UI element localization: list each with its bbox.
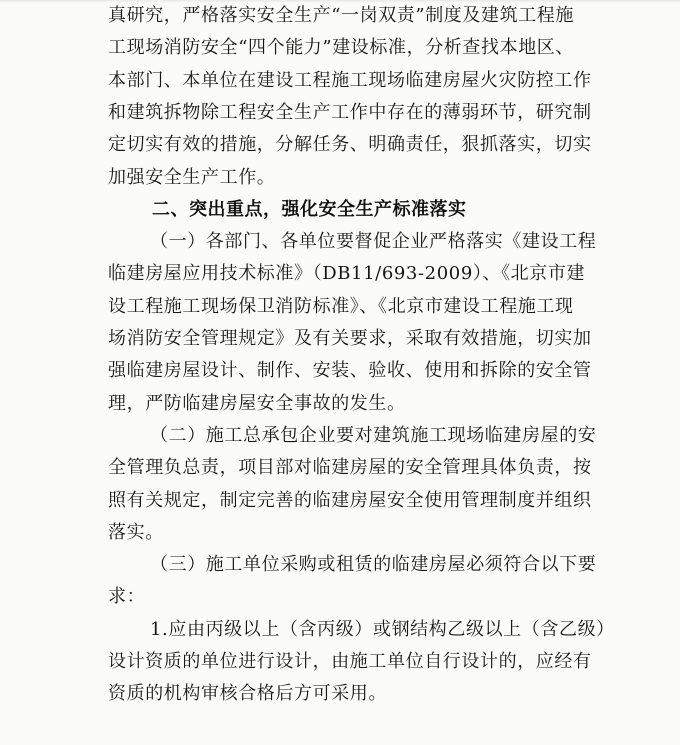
body-text-line: 强临建房屋设计、制作、安装、验收、使用和拆除的安全管 — [108, 360, 592, 381]
body-text-line: 求： — [108, 586, 146, 607]
body-text-line: 资质的机构审核合格后方可采用。 — [108, 683, 387, 704]
body-text-line: 和建筑拆物除工程安全生产工作中存在的薄弱环节，研究制 — [108, 102, 592, 123]
section-heading: 二、突出重点，强化安全生产标准落实 — [152, 199, 467, 220]
body-text-line: 定切实有效的措施，分解任务、明确责任，狠抓落实，切实 — [108, 134, 592, 155]
body-text-line: 真研究，严格落实安全生产“一岗双责”制度及建筑工程施 — [108, 5, 575, 26]
body-text-line: 本部门、本单位在建设工程施工现场临建房屋火灾防控工作 — [108, 70, 592, 91]
body-text-line: 工现场消防安全“四个能力”建设标准，分析查找本地区、 — [108, 37, 575, 58]
body-text-line: 落实。 — [108, 522, 164, 543]
body-text-line: 全管理负总责，项目部对临建房屋的安全管理具体负责，按 — [108, 457, 592, 478]
body-text-line: 临建房屋应用技术标准》（DB11/693-2009）、《北京市建 — [108, 263, 586, 284]
body-text-line: 场消防安全管理规定》及有关要求，采取有效措施，切实加 — [108, 328, 592, 349]
body-text-line: （一）各部门、各单位要督促企业严格落实《建设工程 — [150, 231, 597, 252]
body-text-line: 理，严防临建房屋安全事故的发生。 — [108, 393, 406, 414]
body-text-line: （三）施工单位采购或租赁的临建房屋必须符合以下要 — [150, 554, 597, 575]
body-text-line: 加强安全生产工作。 — [108, 167, 276, 188]
body-text-line: 照有关规定，制定完善的临建房屋安全使用管理制度并组织 — [108, 490, 592, 511]
body-text-line: 设计资质的单位进行设计，由施工单位自行设计的，应经有 — [108, 651, 592, 672]
body-text-line: 设工程施工现场保卫消防标准》、《北京市建设工程施工现 — [108, 296, 574, 317]
body-text-line: 1.应由丙级以上（含丙级）或钢结构乙级以上（含乙级） — [150, 619, 615, 640]
page-edge — [0, 0, 680, 3]
body-text-line: （二）施工总承包企业要对建筑施工现场临建房屋的安 — [150, 425, 597, 446]
